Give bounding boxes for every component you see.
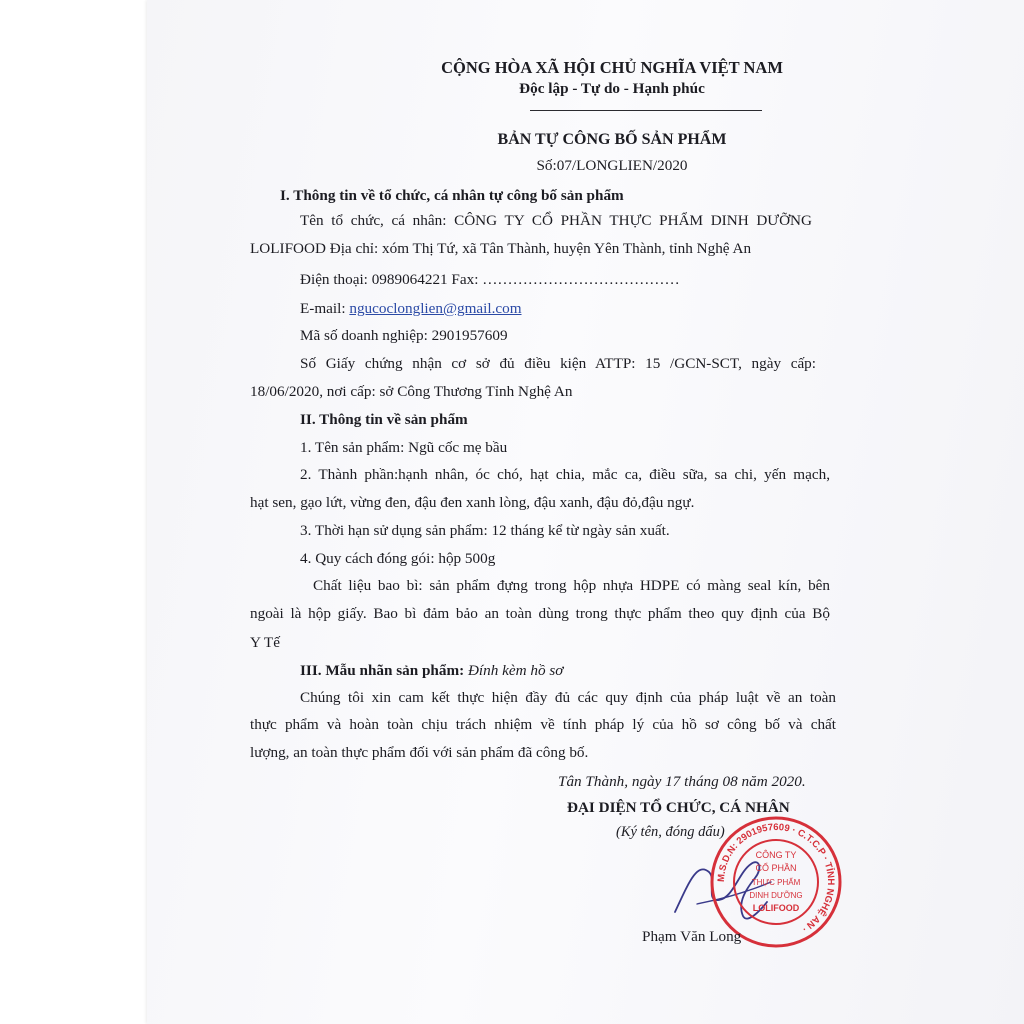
ingredients-line-1: 2. Thành phần:hạnh nhân, óc chó, hạt chia, mắc ca, điều sữa, sa chi, yến mạch, — [300, 466, 830, 483]
country-heading: CỘNG HÒA XÃ HỘI CHỦ NGHĨA VIỆT NAM — [441, 58, 783, 77]
section-1-heading: I. Thông tin về tổ chức, cá nhân tự công bố sản phẩm — [280, 187, 624, 204]
commitment-line-1: Chúng tôi xin cam kết thực hiện đầy đủ các quy định của pháp luật về an toàn — [300, 689, 836, 706]
seal-line-3: THỰC PHẨM — [751, 878, 801, 887]
representative-title: ĐẠI DIỆN TỔ CHỨC, CÁ NHÂN — [567, 799, 790, 816]
section-3-title: III. Mẫu nhãn sản phẩm: — [300, 662, 468, 679]
document-sheet — [147, 0, 1024, 1024]
national-motto: Độc lập - Tự do - Hạnh phúc — [519, 80, 705, 97]
product-name-line: 1. Tên sản phẩm: Ngũ cốc mẹ bầu — [300, 439, 508, 456]
email-line — [300, 300, 522, 318]
ingredients-line-2: hạt sen, gạo lứt, vừng đen, đậu đen xanh lòng, đậu xanh, đậu đỏ,đậu ngự. — [250, 494, 695, 511]
certificate-line-2: 18/06/2020, nơi cấp: sở Công Thương Tỉnh Nghệ An — [250, 383, 573, 400]
seal-line-5: LOLIFOOD — [752, 903, 800, 913]
place-and-date: Tân Thành, ngày 17 tháng 08 năm 2020. — [558, 773, 806, 790]
seal-ring-text: M.S.D.N: 2901957609 · C.T.C.P · TỈNH NGHỆ AN · — [715, 821, 837, 935]
label-sample-note: Đính kèm hồ sơ — [467, 662, 564, 679]
email-link[interactable]: ngucoclonglien@gmail.com — [349, 300, 522, 317]
header-divider — [530, 110, 762, 111]
shelf-life-line: 3. Thời hạn sử dụng sản phẩm: 12 tháng kể từ ngày sản xuất. — [300, 522, 670, 539]
org-address-line: LOLIFOOD Địa chỉ: xóm Thị Tứ, xã Tân Thành, huyện Yên Thành, tỉnh Nghệ An — [250, 240, 752, 257]
document-number: Số:07/LONGLIEN/2020 — [536, 157, 688, 174]
org-name-line-1: Tên tổ chức, cá nhân: CÔNG TY CỔ PHẦN THỰC PHẨM DINH DƯỠNG — [300, 212, 812, 229]
packaging-spec-line: 4. Quy cách đóng gói: hộp 500g — [300, 550, 496, 567]
tax-code-line: Mã số doanh nghiệp: 2901957609 — [300, 327, 508, 344]
document-title: BẢN TỰ CÔNG BỐ SẢN PHẨM — [497, 131, 727, 148]
email-label: E-mail: — [300, 300, 350, 317]
packaging-material-line-1: Chất liệu bao bì: sản phẩm đựng trong hộp nhựa HDPE có màng seal kín, bên — [313, 577, 830, 594]
commitment-line-2: thực phẩm và hoàn toàn chịu trách nhiệm về tính pháp lý của hồ sơ công bố và chất — [250, 716, 836, 733]
phone-fax-line: Điện thoại: 0989064221 Fax: ………………………………… — [300, 271, 680, 288]
packaging-material-line-3: Y Tế — [250, 634, 280, 651]
certificate-line-1: Số Giấy chứng nhận cơ sở đủ điều kiện ATTP: 15 /GCN-SCT, ngày cấp: — [300, 355, 816, 372]
packaging-material-line-2: ngoài là hộp giấy. Bao bì đảm bảo an toàn dùng trong thực phẩm theo quy định của Bộ — [250, 605, 830, 622]
section-3-heading — [300, 662, 563, 680]
commitment-line-3: lượng, an toàn thực phẩm đối với sản phẩm đã công bố. — [250, 744, 589, 761]
seal-line-2: CỔ PHẦN — [755, 863, 797, 873]
seal-line-1: CÔNG TY — [755, 850, 797, 860]
sign-and-seal-note: (Ký tên, đóng dấu) — [616, 824, 725, 840]
section-2-heading: II. Thông tin về sản phẩm — [300, 411, 468, 428]
signer-name: Phạm Văn Long — [642, 928, 742, 945]
seal-line-4: DINH DƯỠNG — [749, 891, 803, 900]
